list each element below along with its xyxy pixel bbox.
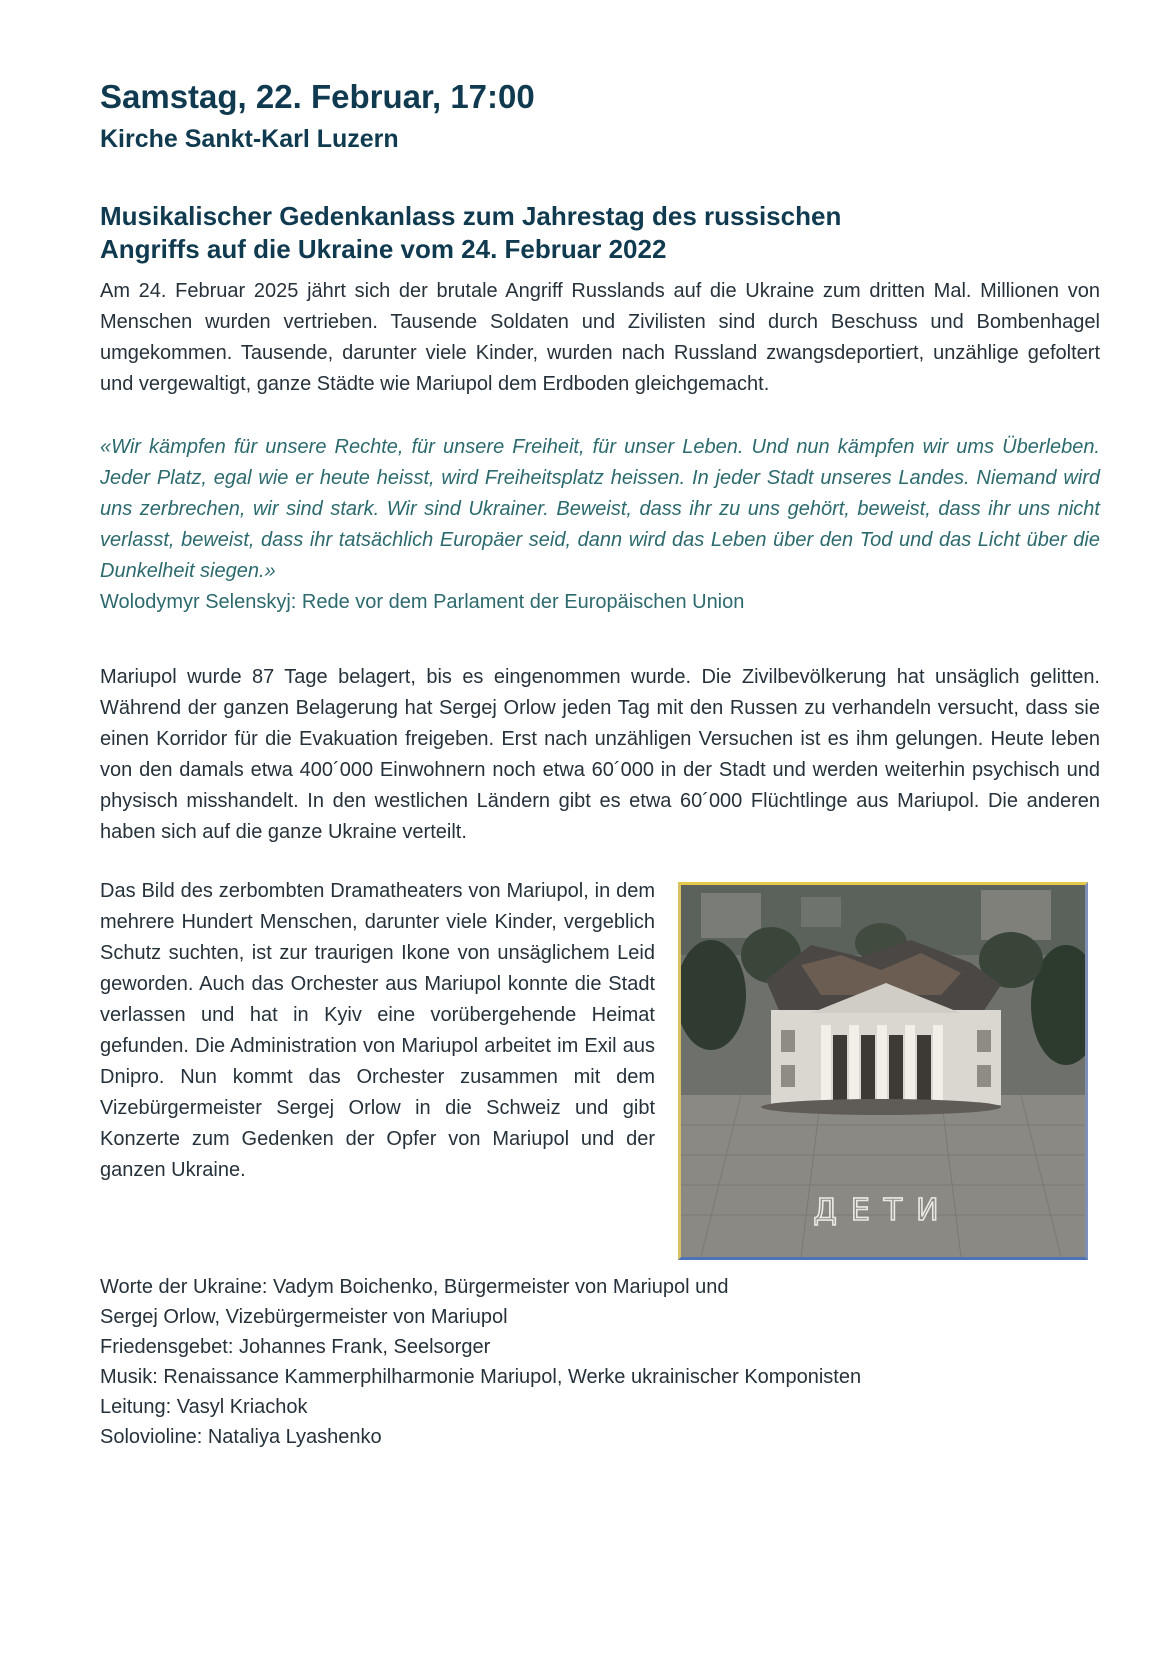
credit-line: Solovioline: Nataliya Lyashenko xyxy=(100,1426,382,1448)
theater-section xyxy=(100,882,1100,1282)
credit-line: Musik: Renaissance Kammerphilharmonie Mariupol, Werke ukrainischer Komponisten xyxy=(100,1366,862,1388)
credit-line: Worte der Ukraine: Vadym Boichenko, Bürgermeister von Mariupol und xyxy=(100,1276,729,1298)
intro-paragraph: Am 24. Februar 2025 jährt sich der brutale Angriff Russlands auf die Ukraine zum dritten Mal. Millionen von Menschen wurden vertrieben. Tausende Soldaten und Zivilisten sind durch Beschuss und Bombenhagel umgekommen. Tausende, darunter viele Kinder, wurden nach Russland zwangsdeportiert, unzählige gefoltert und vergewaltigt, ganze Städte wie Mariupol dem Erdboden gleichgemacht. xyxy=(100,280,1100,395)
credit-line: Sergej Orlow, Vizebürgermeister von Mariupol xyxy=(100,1306,508,1328)
document-page xyxy=(100,76,1100,1452)
event-heading-line-2: Angriffs auf die Ukraine vom 24. Februar 2022 xyxy=(100,234,667,264)
credits-list xyxy=(100,1272,1100,1452)
drama-theater-image xyxy=(681,885,1085,1257)
page-title: Samstag, 22. Februar, 17:00 xyxy=(100,78,535,115)
drama-theater-photo xyxy=(678,882,1088,1260)
credit-line: Leitung: Vasyl Kriachok xyxy=(100,1396,308,1418)
credit-line: Friedensgebet: Johannes Frank, Seelsorger xyxy=(100,1336,491,1358)
theater-paragraph: Das Bild des zerbombten Dramatheaters von Mariupol, in dem mehrere Hundert Menschen, darunter viele Kinder, vergeblich Schutz suchten, ist zur traurigen Ikone von unsäglichem Leid geworden. Auch das Orchester aus Mariupol konnte die Stadt verlassen und hat in Kyiv eine vorübergehende Heimat gefunden. Die Administration von Mariupol arbeitet im Exil aus Dnipro. Nun kommt das Orchester zusammen mit dem Vizebürgermeister Sergej Orlow in die Schweiz und gibt Konzerte zum Gedenken der Opfer von Mariupol und der ganzen Ukraine. xyxy=(100,880,655,1181)
event-heading xyxy=(100,200,1100,266)
selenskyj-quote: «Wir kämpfen für unsere Rechte, für unsere Freiheit, für unser Leben. Und nun kämpfen wir ums Überleben. Jeder Platz, egal wie er heute heisst, wird Freiheitsplatz heissen. In jeder Stadt unseres Landes. Niemand wird uns zerbrechen, wir sind stark. Wir sind Ukrainer. Beweist, dass ihr zu uns gehört, beweist, dass ihr uns nicht verlasst, beweist, dass ihr tatsächlich Europäer seid, dann wird das Leben über den Tod und das Licht über die Dunkelheit siegen.» xyxy=(100,436,1100,582)
children-ground-text: ДЕТИ xyxy=(813,1193,953,1228)
venue-subtitle: Kirche Sankt-Karl Luzern xyxy=(100,125,399,153)
mariupol-paragraph: Mariupol wurde 87 Tage belagert, bis es eingenommen wurde. Die Zivilbevölkerung hat unsäglich gelitten. Während der ganzen Belagerung hat Sergej Orlow jeden Tag mit den Russen zu verhandeln versucht, dass sie einen Korridor für die Evakuation freigeben. Erst nach unzähligen Versuchen ist es ihm gelungen. Heute leben von den damals etwa 400´000 Einwohnern noch etwa 60´000 in der Stadt und werden weiterhin psychisch und physisch misshandelt. In den westlichen Ländern gibt es etwa 60´000 Flüchtlinge aus Mariupol. Die anderen haben sich auf die ganze Ukraine verteilt. xyxy=(100,666,1100,843)
event-heading-line-1: Musikalischer Gedenkanlass zum Jahrestag des russischen xyxy=(100,201,842,231)
quote-attribution: Wolodymyr Selenskyj: Rede vor dem Parlament der Europäischen Union xyxy=(100,591,745,613)
